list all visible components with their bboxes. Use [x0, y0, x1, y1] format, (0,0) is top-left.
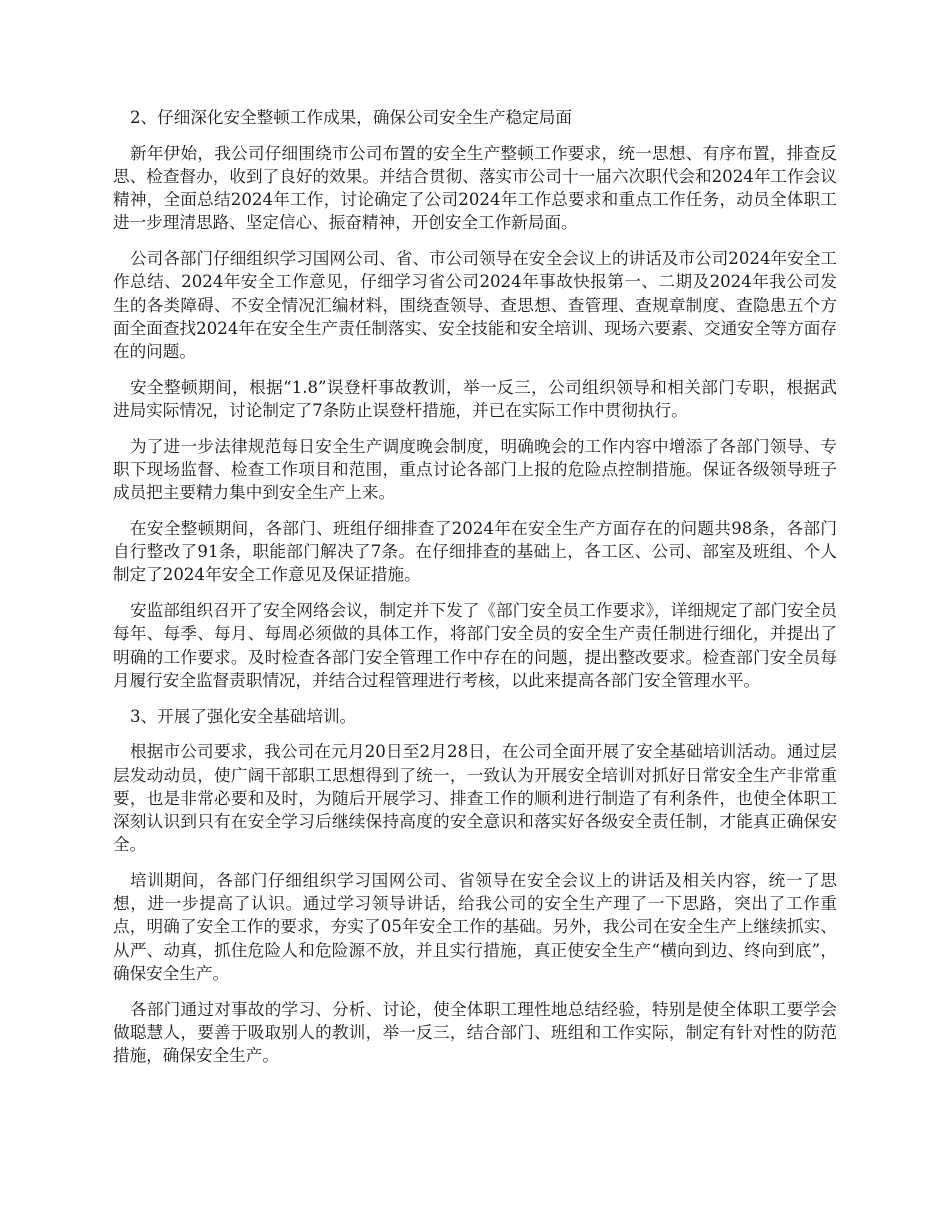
paragraph: 各部门通过对事故的学习、分析、讨论，使全体职工理性地总结经验，特别是使全体职工要学会做聪慧人，要善于吸取别人的教训，举一反三，结合部门、班组和工作实际，制定有针对性的防范措施，确保安全生产。: [113, 999, 837, 1066]
section-heading-2: 2、仔细深化安全整顿工作成果，确保公司安全生产稳定局面: [130, 108, 572, 127]
paragraph: 培训期间，各部门仔细组织学习国网公司、省领导在安全会议上的讲话及相关内容，统一了思想，进一步提高了认识。通过学习领导讲话，给我公司的安全生产理了一下思路，突出了工作重点，明确了安全工作的要求，夯实了05年安全工作的基础。另外，我公司在安全生产上继续抓实、从严、动真，抓住危险人和危险源不放，并且实行措施，真正使安全生产“横向到边、终向到底”，确保安全生产。: [113, 871, 837, 983]
paragraph: 在安全整顿期间，各部门、班组仔细排查了2024年在安全生产方面存在的问题共98条，各部门自行整改了91条，职能部门解决了7条。在仔细排查的基础上，各工区、公司、部室及班组、个人制定了2024年安全工作意见及保证措施。: [113, 519, 837, 585]
paragraph: 安监部组织召开了安全网络会议，制定并下发了《部门安全员工作要求》，详细规定了部门安全员每年、每季、每月、每周必须做的具体工作，将部门安全员的安全生产责任制进行细化，并提出了明确的工作要求。及时检查各部门安全管理工作中存在的问题，提出整改要求。检查部门安全员每月履行安全监督责职情况，并结合过程管理进行考核，以此来提高各部门安全管理水平。: [113, 601, 837, 690]
paragraph: 为了进一步法律规范每日安全生产调度晚会制度，明确晚会的工作内容中增添了各部门领导、专职下现场监督、检查工作项目和范围，重点讨论各部门上报的危险点控制措施。保证各级领导班子成员把主要精力集中到安全生产上来。: [113, 436, 837, 503]
paragraph: 安全整顿期间，根据“1.8”误登杆事故教训，举一反三，公司组织领导和相关部门专职，根据武进局实际情况，讨论制定了7条防止误登杆措施，并已在实际工作中贯彻执行。: [113, 377, 837, 421]
document-body: [113, 106, 837, 1080]
paragraph: 根据市公司要求，我公司在元月20日至2月28日，在公司全面开展了安全基础培训活动。通过层层发动动员，使广阔干部职工思想得到了统一，一致认为开展安全培训对抓好日常安全生产非常重要，也是非常必要和及时，为随后开展学习、排查工作的顺利进行制造了有利条件，也使全体职工深刻认识到只有在安全学习后继续保持高度的安全意识和落实好各级安全责任制，才能真正确保安全。: [113, 742, 837, 855]
paragraph: 公司各部门仔细组织学习国网公司、省、市公司领导在安全会议上的讲话及市公司2024年安全工作总结、2024年安全工作意见，仔细学习省公司2024年事故快报第一、二期及2024年我公司发生的各类障碍、不安全情况汇编材料，围绕查领导、查思想、查管理、查规章制度、查隐患五个方面全面查找2024年在安全生产责任制落实、安全技能和安全培训、现场六要素、交通安全等方面存在的问题。: [113, 249, 837, 362]
paragraph: 新年伊始，我公司仔细围绕市公司布置的安全生产整顿工作要求，统一思想、有序布置，排查反思、检查督办，收到了良好的效果。并结合贯彻、落实市公司十一届六次职代会和2024年工作会议精神，全面总结2024年工作，讨论确定了公司2024年工作总要求和重点工作任务，动员全体职工进一步理清思路、坚定信心、振奋精神，开创安全工作新局面。: [113, 143, 837, 233]
section-heading-3: 3、开展了强化安全基础培训。: [130, 706, 357, 726]
